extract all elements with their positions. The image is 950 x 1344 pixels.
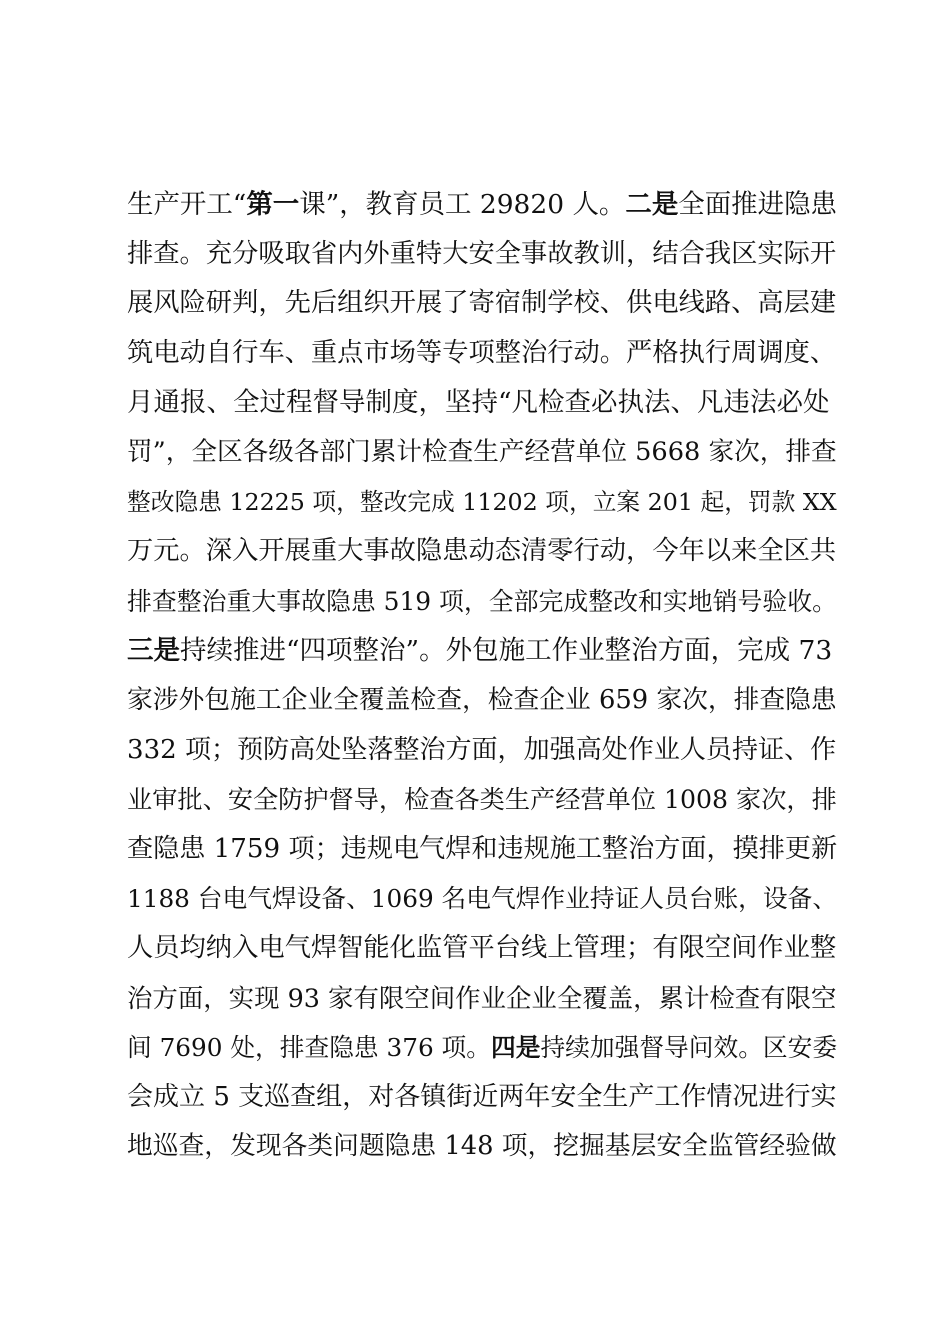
text-line [127, 478, 837, 528]
text-run: 会成立 5 支巡查组，对各镇街近两年安全生产工作情况进行实 [127, 1081, 837, 1112]
bold-keyword: 二是 [625, 189, 679, 220]
text-run: 月通报、全过程督导制度，坚持“凡检查必执法、凡违法必处 [127, 387, 830, 419]
text-line [127, 825, 837, 875]
text-line [127, 676, 837, 726]
text-run: 展风险研判，先后组织开展了寄宿制学校、供电线路、高层建 [127, 288, 837, 319]
text-line [127, 775, 837, 825]
text-line [127, 527, 837, 577]
text-line [127, 428, 837, 478]
text-run: 人员均纳入电气焊智能化监管平台线上管理；有限空间作业整 [127, 932, 837, 963]
body-paragraph [127, 180, 837, 1172]
text-run: 罚”，全区各级各部门累计检查生产经营单位 5668 家次，排查 [127, 436, 837, 467]
bold-keyword: 四是 [491, 1033, 541, 1063]
text-run: 万元。深入开展重大事故隐患动态清零行动，今年以来全区共 [127, 536, 837, 567]
text-run: 生产开工“ [127, 189, 247, 220]
text-line [127, 180, 837, 230]
text-line [127, 1073, 837, 1123]
text-run: 地巡查，发现各类问题隐患 148 项，挖掘基层安全监管经验做 [127, 1131, 837, 1162]
text-run: 排查整治重大事故隐患 519 项，全部完成整改和实地销号验收。 [127, 586, 838, 616]
text-line [127, 874, 837, 924]
text-run: 1188 台电气焊设备、1069 名电气焊作业持证人员台账，设备、 [127, 884, 838, 914]
text-run: 持续推进“四项整治”。外包施工作业整治方面，完成 73 [180, 635, 833, 667]
text-run: 治方面，实现 93 家有限空间作业企业全覆盖，累计检查有限空 [127, 982, 837, 1013]
text-run: 332 项；预防高处坠落整治方面，加强高处作业人员持证、作 [127, 734, 837, 765]
text-line [127, 626, 837, 676]
text-run: 业审批、安全防护督导，检查各类生产经营单位 1008 家次，排 [127, 785, 837, 815]
text-run: 间 7690 处，排查隐患 376 项。 [127, 1033, 491, 1063]
bold-keyword: 第一 [246, 189, 300, 220]
text-line [127, 924, 837, 974]
text-run: 全面推进隐患 [678, 189, 837, 220]
text-line [127, 279, 837, 329]
text-run: 查隐患 1759 项；违规电气焊和违规施工整治方面，摸排更新 [127, 833, 838, 864]
text-line [127, 577, 837, 627]
text-line [127, 378, 837, 428]
text-line [127, 726, 837, 776]
text-run: 整改隐患 12225 项，整改完成 11202 项，立案 201 起，罚款 XX [127, 487, 837, 516]
text-run: 课”，教育员工 29820 人。 [299, 189, 626, 220]
bold-keyword: 三是 [127, 635, 180, 667]
text-line [127, 230, 837, 280]
text-line [127, 1023, 837, 1073]
text-run: 家涉外包施工企业全覆盖检查，检查企业 659 家次，排查隐患 [127, 684, 837, 715]
text-run: 筑电动自行车、重点市场等专项整治行动。严格执行周调度、 [127, 337, 837, 368]
text-run: 持续加强督导问效。区安委 [540, 1033, 838, 1063]
text-line [127, 329, 837, 379]
text-run: 排查。充分吸取省内外重特大安全事故教训，结合我区实际开 [127, 238, 837, 269]
text-line [127, 974, 837, 1024]
text-line [127, 1122, 837, 1172]
